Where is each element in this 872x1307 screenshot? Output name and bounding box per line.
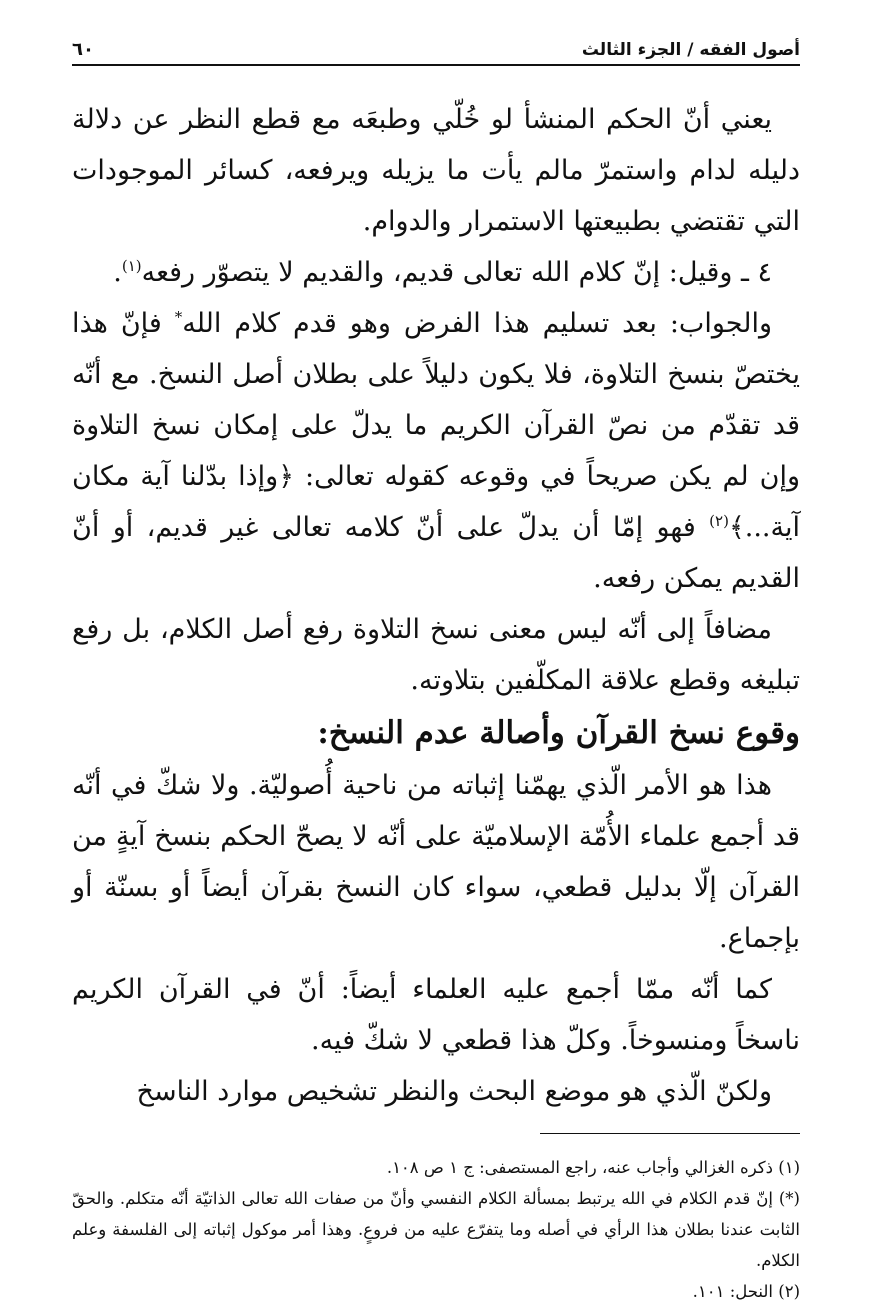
footnote: (*) إنّ قدم الكلام في الله يرتبط بمسألة الكلام النفسي وأنّ من صفات الله تعالى الذاتيّة أنّه متكلم. والحقّ الثابت عندنا بطلان هذا الرأي في أصله وما يتفرّع عليه من فروعٍ. وهذا أمر موكول إثباته إلى الفلسفة وعلم الكلام. [72,1189,800,1270]
footnotes [72,1152,800,1307]
running-title: أصول الفقه / الجزء الثالث [581,40,800,60]
page-number: ٦٠ [72,39,94,60]
paragraph [72,298,800,604]
main-text [72,94,800,1117]
paragraph: كما أنّه ممّا أجمع عليه العلماء أيضاً: أنّ في القرآن الكريم ناسخاً ومنسوخاً. وكلّ هذا قطعي لا شكّ فيه. [72,974,800,1056]
paragraph-text: والجواب: بعد تسليم هذا الفرض وهو قدم كلام الله [182,308,772,339]
paragraph-text: فهو إمّا أن يدلّ على أنّ كلامه تعالى غير قديم، أو أنّ القديم يمكن رفعه. [72,512,800,594]
footnote-ref: (٢) [709,512,729,530]
paragraph: مضافاً إلى أنّه ليس معنى نسخ التلاوة رفع أصل الكلام، بل رفع تبليغه وقطع علاقة المكلّفين بتلاوته. [72,614,800,696]
section-heading: وقوع نسخ القرآن وأصالة عدم النسخ: [317,715,800,751]
paragraph: ولكنّ الّذي هو موضع البحث والنظر تشخيص موارد الناسخ [136,1076,772,1107]
paragraph: يعني أنّ الحكم المنشأ لو خُلّي وطبعَه مع قطع النظر عن دلالة دليله لدام واستمرّ مالم يأت ما يزيله ويرفعه، كسائر الموجودات التي تقتضي بطبيعتها الاستمرار والدوام. [72,104,800,237]
paragraph-text: ٤ ـ وقيل: إنّ كلام الله تعالى قديم، والقديم لا يتصوّر رفعه [141,257,772,288]
book-page [72,30,800,1307]
paragraph-text: فإنّ هذا يختصّ بنسخ التلاوة، فلا يكون دليلاً على بطلان أصل النسخ. مع أنّه قد تقدّم من نصّ القرآن الكريم ما يدلّ على إمكان نسخ التلاوة وإن لم يكن صريحاً في وقوعه كقوله تعالى: ﴿وإذا بدّلنا آية مكان آية...﴾ [72,308,800,543]
footnote: (٢) النحل: ١٠١. [692,1282,800,1301]
running-header [72,30,800,66]
footnote-ref: (١) [121,257,142,275]
footnote-ref: * [174,308,183,326]
paragraph-text: . [113,257,122,288]
paragraph: هذا هو الأمر الّذي يهمّنا إثباته من ناحية أُصوليّة. ولا شكّ في أنّه قد أجمع علماء الأُمّة الإسلاميّة على أنّه لا يصحّ الحكم بنسخ آيةٍ من القرآن إلّا بدليل قطعي، سواء كان النسخ بقرآن أيضاً أو بسنّة أو بإجماع. [72,770,800,954]
footnote-divider [540,1133,800,1134]
footnote: (١) ذكره الغزالي وأجاب عنه، راجع المستصفى: ج ١ ص ١٠٨. [386,1158,800,1177]
paragraph [72,247,800,298]
